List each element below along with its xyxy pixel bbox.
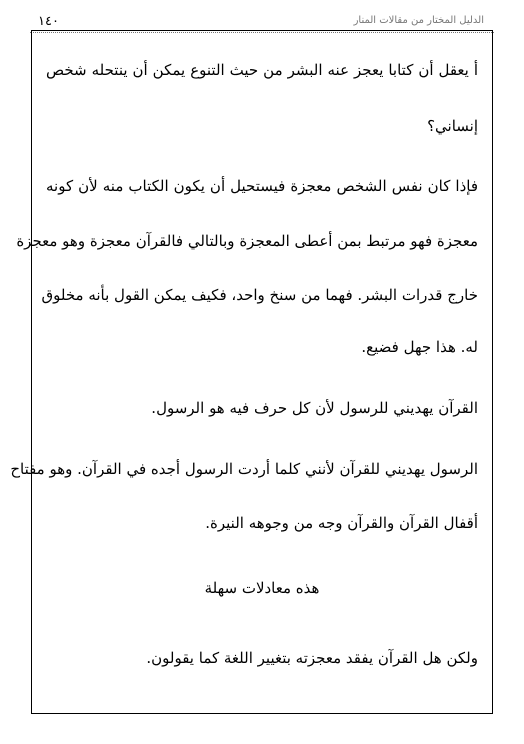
running-title: الدليل المختار من مقالات المنار bbox=[353, 15, 484, 26]
text-line-5: خارج قدرات البشر. فهما من سنخ واحد، فكيف يمكن القول بأنه مخلوق bbox=[41, 286, 478, 304]
text-line-4: معجزة فهو مرتبط بمن أعطى المعجزة وبالتالي فالقرآن معجزة وهو معجزة bbox=[16, 232, 478, 250]
text-line-10: هذه معادلات سهلة bbox=[204, 579, 320, 597]
text-line-11: ولكن هل القرآن يفقد معجزته بتغيير اللغة كما يقولون. bbox=[146, 649, 478, 667]
page-number: ١٤٠ bbox=[38, 14, 59, 29]
text-line-6: له. هذا جهل فضيع. bbox=[361, 338, 478, 356]
text-line-8: الرسول يهديني للقرآن لأنني كلما أردت الرسول أجده في القرآن. وهو مفتاح bbox=[10, 460, 478, 478]
text-line-3: فإذا كان نفس الشخص معجزة فيستحيل أن يكون الكتاب منه لأن كونه bbox=[46, 177, 478, 195]
text-line-9: أقفال القرآن والقرآن وجه من وجوهه النيرة. bbox=[205, 514, 478, 532]
text-line-7: القرآن يهديني للرسول لأن كل حرف فيه هو الرسول. bbox=[151, 399, 478, 417]
text-line-1: أ يعقل أن كتابا يعجز عنه البشر من حيث التنوع يمكن أن ينتحله شخص bbox=[46, 61, 478, 79]
text-line-2: إنساني؟ bbox=[427, 117, 478, 135]
